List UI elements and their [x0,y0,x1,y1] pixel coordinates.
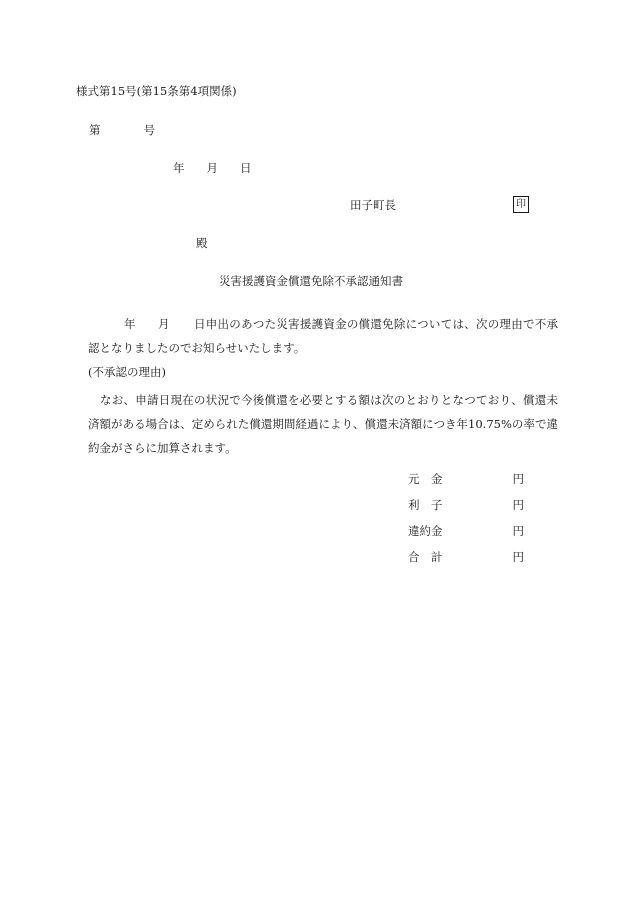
date-year: 年 [173,161,185,175]
amount-unit: 円 [512,472,524,486]
para1-text: 日申出のあつた災害援護資金の償還免除については、次の理由で不承認となりましたのでお知らせいたします。 [88,317,558,355]
amount-unit: 円 [512,524,524,538]
reason-label: (不承認の理由) [88,365,166,379]
document-title: 災害援護資金償還免除不承認通知書 [219,274,403,288]
amount-unit: 円 [512,550,524,564]
seal-mark: 印 [513,196,529,213]
amount-row-total [408,549,528,575]
issue-date [173,160,252,176]
form-number: 様式第15号(第15条第4項関係) [76,84,237,98]
para1-month: 月 [157,317,170,331]
addressee-suffix: 殿 [196,236,208,250]
amount-label: 元 金 [408,472,443,486]
date-month: 月 [206,161,218,175]
amount-label: 合 計 [408,550,443,564]
date-day: 日 [240,161,252,175]
reason-paragraph [88,388,558,460]
document-number-line [89,122,155,138]
amount-row-interest [408,497,528,523]
amount-row-penalty [408,523,528,549]
doc-number-prefix: 第 [89,123,101,137]
amount-label: 違約金 [408,524,443,538]
issuer-name: 田子町長 [350,198,396,212]
amount-label: 利 子 [408,498,443,512]
para1-year: 年 [124,317,136,331]
amount-unit: 円 [512,498,524,512]
doc-number-unit: 号 [143,123,155,137]
para2-text: なお、申請日現在の状況で今後償還を必要とする額は次のとおりとなつており、償還未済額がある場合は、定められた償還期間経過により、償還未済額につき年10.75%の率で違約金がさらに加算されます。 [88,393,558,455]
amount-row-principal [408,471,528,497]
notice-paragraph [88,312,558,360]
amounts-table [408,471,528,575]
